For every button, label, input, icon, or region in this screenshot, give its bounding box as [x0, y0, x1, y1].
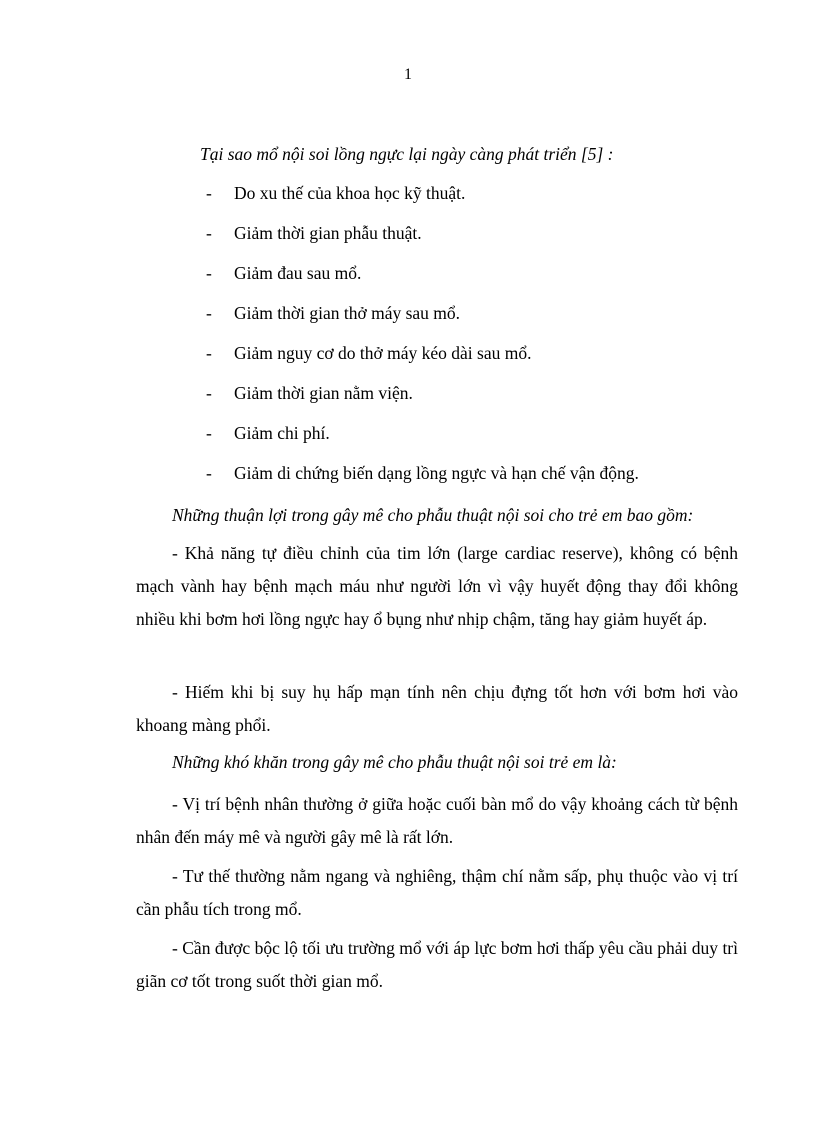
- list-item: [206, 223, 639, 263]
- bullet-dash: -: [206, 263, 212, 283]
- bullet-dash: -: [206, 423, 212, 443]
- list-item-text: Giảm chi phí.: [234, 423, 330, 443]
- bullet-dash: -: [206, 223, 212, 243]
- section-heading-difficulties: Những khó khăn trong gây mê cho phẫu thuật nội soi trẻ em là:: [172, 752, 617, 772]
- benefits-list: [206, 183, 639, 503]
- list-item: [206, 463, 639, 503]
- list-item: [206, 263, 639, 303]
- section-heading-why-thoracoscopy: Tại sao mổ nội soi lồng ngực lại ngày càng phát triển [5] :: [200, 144, 614, 164]
- list-item: [206, 423, 639, 463]
- bullet-dash: -: [206, 303, 212, 323]
- list-item-text: Giảm thời gian nằm viện.: [234, 383, 413, 403]
- advantage-paragraph: - Khả năng tự điều chỉnh của tim lớn (large cardiac reserve), không có bệnh mạch vành hay bệnh mạch máu như người lớn vì vậy huyết động thay đổi không nhiều khi bơm hơi lồng ngực hay ổ bụng như nhịp chậm, tăng hay giảm huyết áp.: [136, 543, 738, 629]
- list-item: [206, 303, 639, 343]
- list-item-text: Giảm thời gian phẫu thuật.: [234, 223, 422, 243]
- list-item-text: Giảm đau sau mổ.: [234, 263, 362, 283]
- list-item-text: Giảm nguy cơ do thở máy kéo dài sau mổ.: [234, 343, 532, 363]
- difficulty-paragraph: - Vị trí bệnh nhân thường ở giữa hoặc cuối bàn mổ do vậy khoảng cách từ bệnh nhân đến máy mê và người gây mê là rất lớn.: [136, 794, 738, 847]
- bullet-dash: -: [206, 463, 212, 483]
- section-heading-advantages: Những thuận lợi trong gây mê cho phẫu thuật nội soi cho trẻ em bao gồm:: [172, 505, 694, 525]
- difficulty-paragraph: - Tư thế thường nằm ngang và nghiêng, thậm chí nằm sấp, phụ thuộc vào vị trí cần phẫu tích trong mổ.: [136, 866, 738, 919]
- list-item-text: Giảm thời gian thở máy sau mổ.: [234, 303, 461, 323]
- list-item-text: Do xu thế của khoa học kỹ thuật.: [234, 183, 466, 203]
- bullet-dash: -: [206, 183, 212, 203]
- difficulty-paragraph: - Cần được bộc lộ tối ưu trường mổ với áp lực bơm hơi thấp yêu cầu phải duy trì giãn cơ tốt trong suốt thời gian mổ.: [136, 938, 738, 991]
- list-item: [206, 183, 639, 223]
- bullet-dash: -: [206, 383, 212, 403]
- list-item: [206, 383, 639, 423]
- list-item-text: Giảm di chứng biến dạng lồng ngực và hạn chế vận động.: [234, 463, 639, 483]
- list-item: [206, 343, 639, 383]
- advantage-paragraph: - Hiếm khi bị suy hụ hấp mạn tính nên chịu đựng tốt hơn với bơm hơi vào khoang màng phổi.: [136, 682, 738, 735]
- page-number: 1: [404, 66, 412, 83]
- bullet-dash: -: [206, 343, 212, 363]
